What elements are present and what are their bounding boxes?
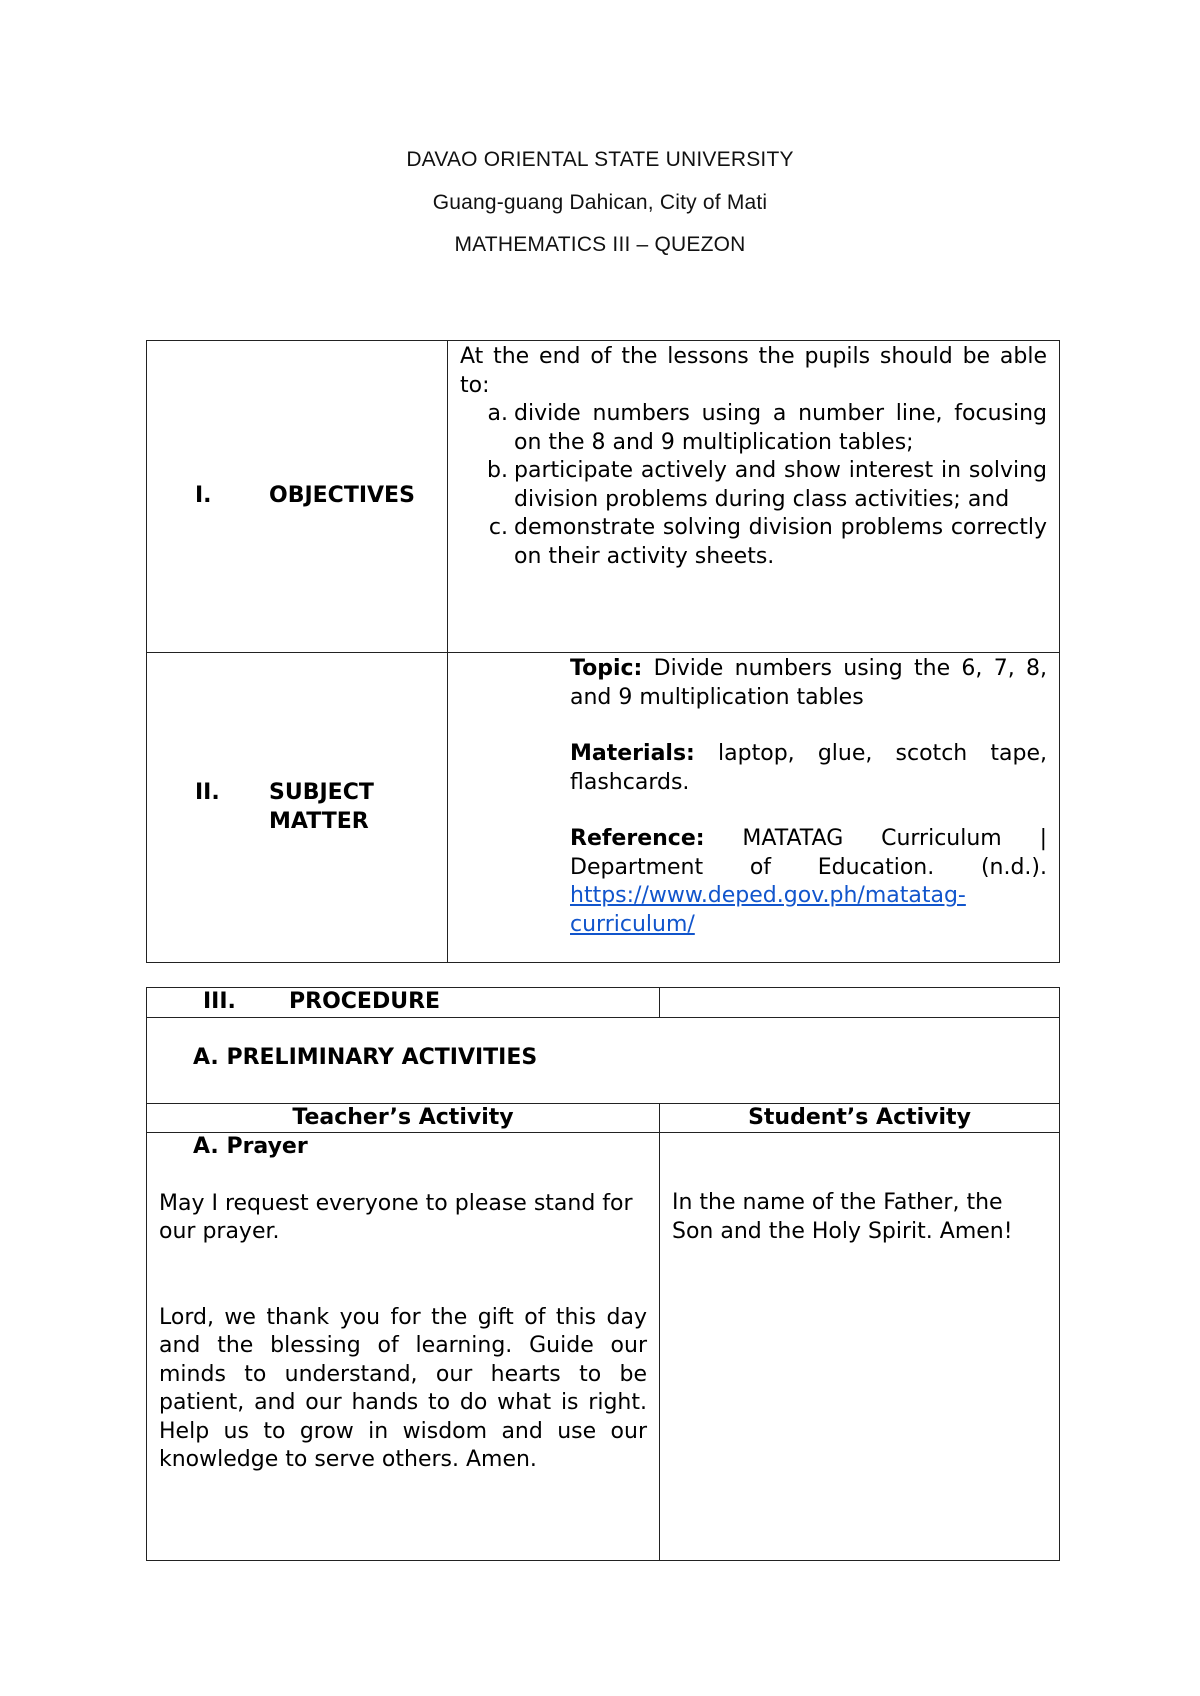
objective-text: participate actively and show interest in solving division problems during class activities; and bbox=[514, 458, 1047, 512]
student-response: In the name of the Father, the Son and the Holy Spirit. Amen! bbox=[672, 1190, 1013, 1244]
procedure-title-row bbox=[147, 988, 1060, 1018]
objectives-row bbox=[147, 341, 1060, 653]
topic-entry bbox=[570, 655, 1047, 712]
reference-label: Reference: bbox=[570, 826, 705, 851]
teacher-request: May I request everyone to please stand for our prayer. bbox=[159, 1190, 633, 1244]
topic-text: Divide numbers using the 6, 7, 8, and 9 multiplication tables bbox=[570, 656, 1047, 710]
subject-matter-label-cell bbox=[147, 653, 448, 963]
objective-marker: c. bbox=[488, 515, 508, 540]
materials-text: laptop, glue, scotch tape, flashcards. bbox=[570, 741, 1047, 795]
subject-matter-content-cell bbox=[448, 653, 1060, 963]
objectives-list bbox=[460, 400, 1047, 571]
reference-entry bbox=[570, 825, 1047, 939]
preliminary-cell bbox=[147, 1017, 1060, 1103]
objective-text: demonstrate solving division problems correctly on their activity sheets. bbox=[514, 515, 1047, 569]
procedure-empty-cell bbox=[660, 988, 1060, 1018]
topic-label: Topic: bbox=[570, 656, 643, 681]
university-name: DAVAO ORIENTAL STATE UNIVERSITY bbox=[406, 148, 794, 171]
procedure-table bbox=[146, 987, 1060, 1561]
procedure-label: PROCEDURE bbox=[289, 989, 441, 1014]
objective-item bbox=[460, 457, 1047, 514]
lesson-plan-table bbox=[146, 340, 1060, 963]
procedure-title-cell bbox=[147, 988, 660, 1018]
objectives-label: OBJECTIVES bbox=[269, 483, 415, 509]
materials-label: Materials: bbox=[570, 741, 695, 766]
course-title: MATHEMATICS III – QUEZON bbox=[454, 233, 746, 256]
subject-matter-row bbox=[147, 653, 1060, 963]
objectives-content-cell bbox=[448, 341, 1060, 653]
teacher-prayer: Lord, we thank you for the gift of this day and the blessing of learning. Guide our minds to understand, our hearts to be patient, and our hands to do what is right. Help us to grow in wisdom and use our knowledge to serve others. Amen. bbox=[159, 1304, 647, 1472]
objectives-label-cell bbox=[147, 341, 448, 653]
prayer-heading: A. Prayer bbox=[193, 1134, 308, 1159]
procedure-numeral: III. bbox=[203, 989, 236, 1014]
prayer-row bbox=[147, 1133, 1060, 1561]
preliminary-row bbox=[147, 1017, 1060, 1103]
objective-text: divide numbers using a number line, focusing on the 8 and 9 multiplication tables; bbox=[514, 401, 1047, 455]
teacher-prayer-cell bbox=[147, 1133, 660, 1561]
university-address: Guang-guang Dahican, City of Mati bbox=[432, 191, 768, 214]
objectives-intro: At the end of the lessons the pupils should be able to: bbox=[460, 344, 1047, 398]
activity-header-row bbox=[147, 1103, 1060, 1133]
teacher-activity-header: Teacher’s Activity bbox=[147, 1103, 660, 1133]
subject-matter-label-line1: SUBJECT bbox=[269, 780, 374, 805]
objective-marker: a. bbox=[487, 401, 508, 426]
objective-item bbox=[460, 514, 1047, 571]
subject-matter-numeral: II. bbox=[195, 780, 220, 805]
reference-link[interactable]: https://www.deped.gov.ph/matatag-curriculum/ bbox=[570, 883, 966, 937]
materials-entry bbox=[570, 740, 1047, 797]
reference-text: MATATAG Curriculum | Department of Education. (n.d.). bbox=[570, 826, 1047, 880]
student-activity-header: Student’s Activity bbox=[660, 1103, 1060, 1133]
objectives-numeral: I. bbox=[195, 483, 212, 509]
subject-matter-label-line2: MATTER bbox=[269, 808, 369, 834]
student-prayer-cell bbox=[660, 1133, 1060, 1561]
objective-marker: b. bbox=[487, 458, 508, 483]
preliminary-heading: A. PRELIMINARY ACTIVITIES bbox=[193, 1044, 538, 1070]
objective-item bbox=[460, 400, 1047, 457]
